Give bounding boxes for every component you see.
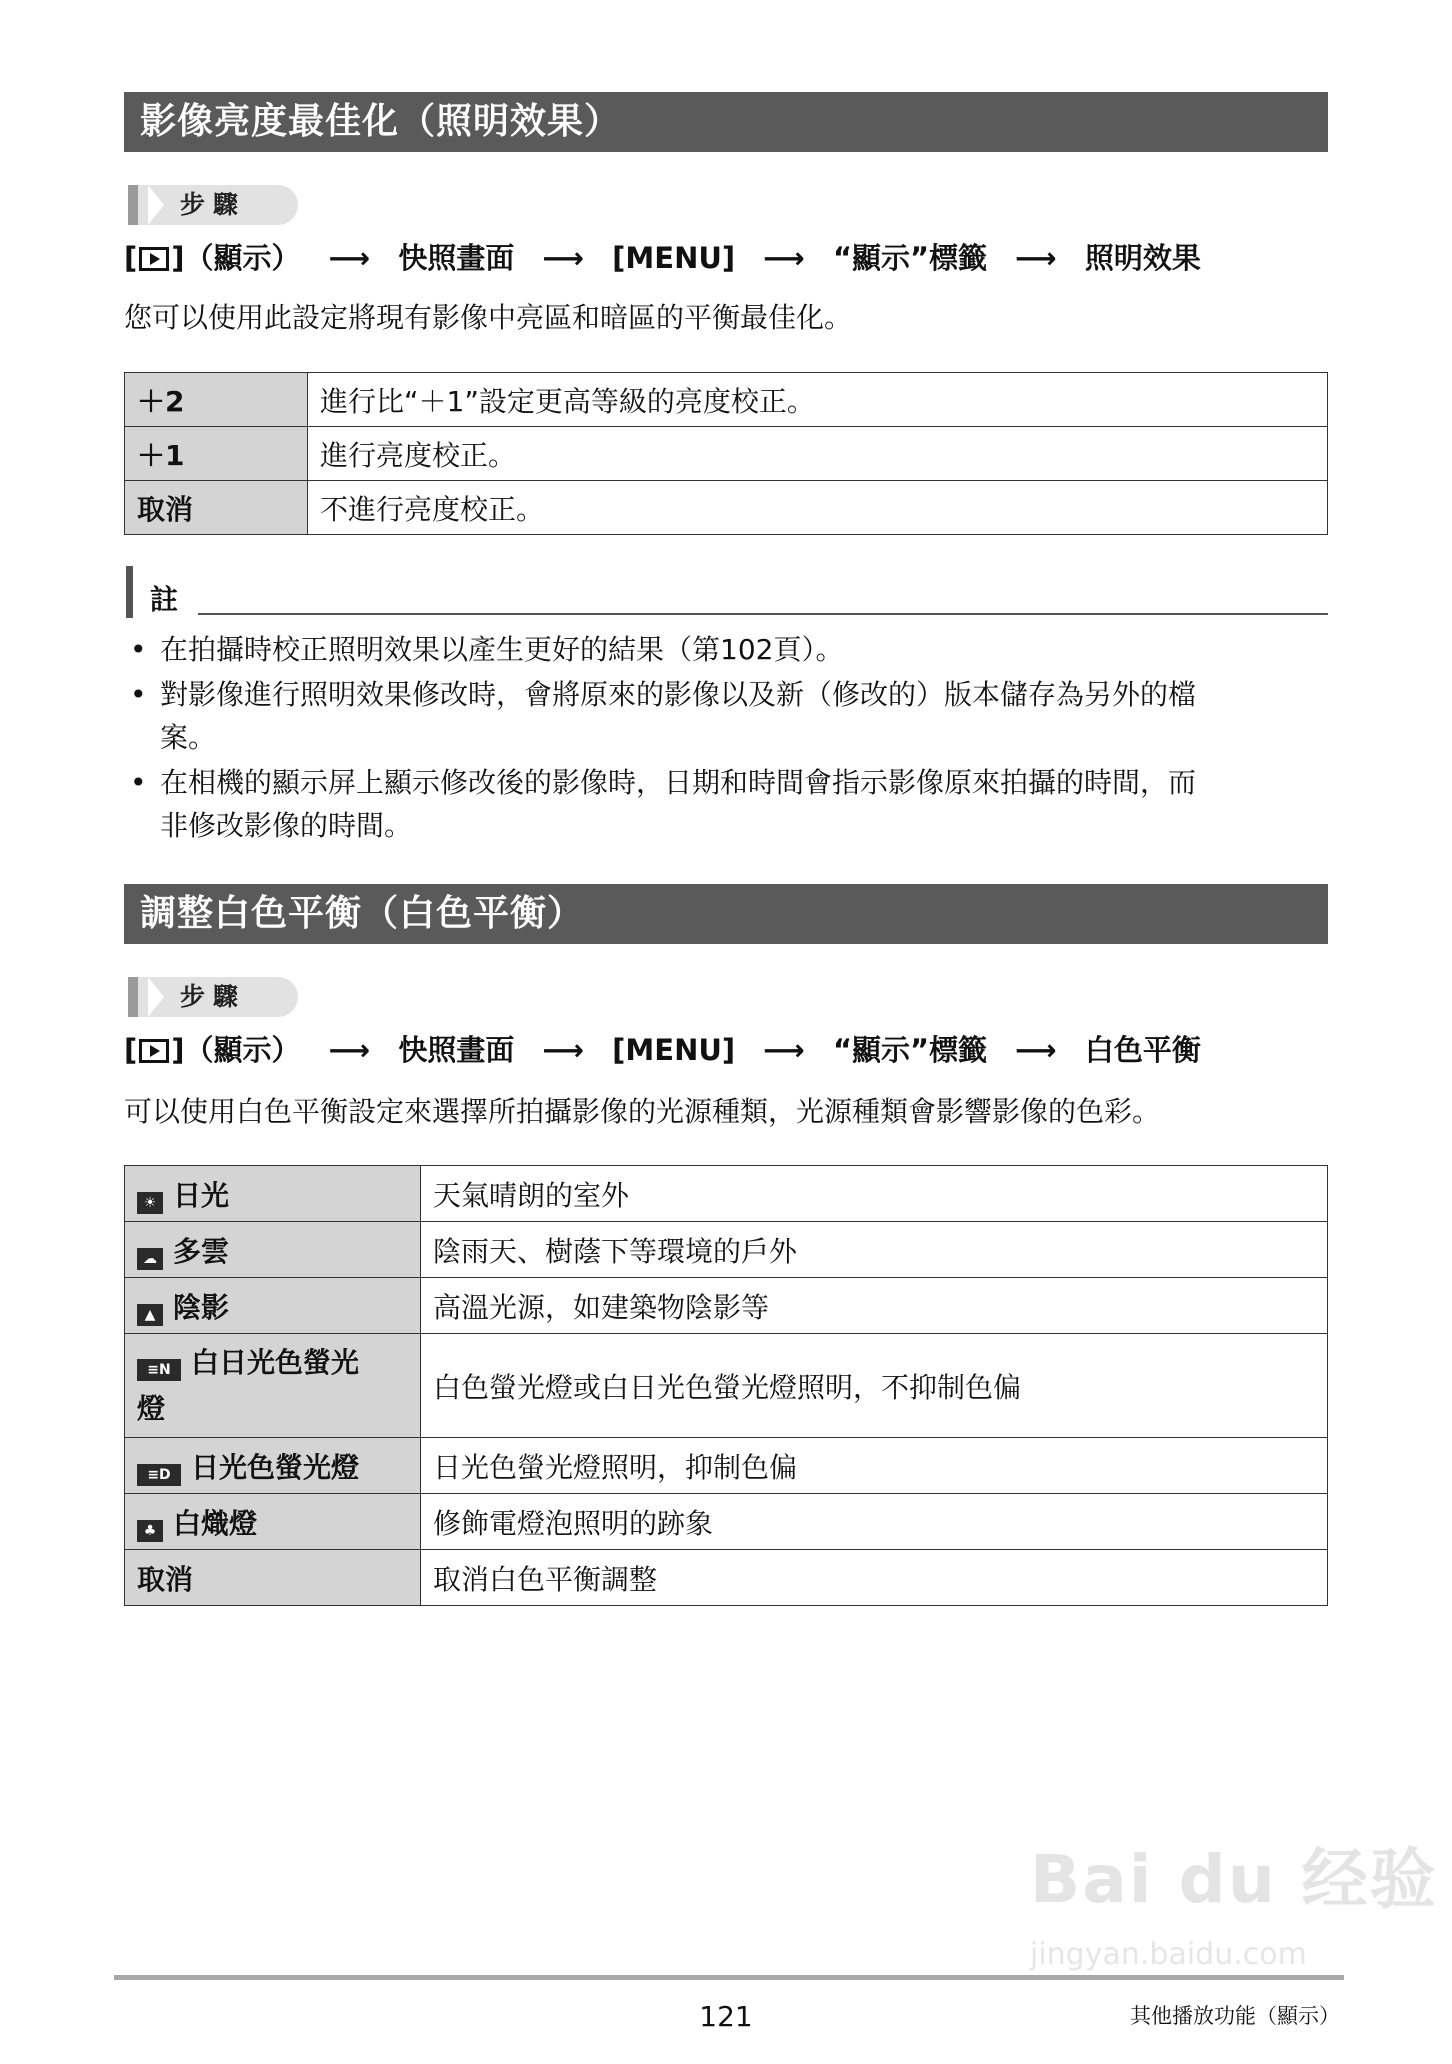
note-line: 在相機的顯示屏上顯示修改後的影像時，日期和時間會指示影像原來拍攝的時間，而 — [160, 766, 1197, 799]
table-row — [125, 1222, 1328, 1278]
option-key-cell — [125, 1438, 421, 1494]
option-key: 白熾燈 — [173, 1506, 258, 1540]
watermark-url: jingyan.baidu.com — [1030, 1937, 1307, 1972]
option-key-cell — [125, 1494, 421, 1550]
step-notch — [148, 185, 164, 225]
intro-text: 您可以使用此設定將現有影像中亮區和暗區的平衡最佳化。 — [124, 301, 853, 334]
note-rule — [198, 613, 1328, 615]
note-line: 對影像進行照明效果修改時，會將原來的影像以及新（修改的）版本儲存為另外的檔 — [160, 678, 1197, 711]
arrow-icon: ⟶ — [1015, 1033, 1057, 1067]
path-display: ]（顯示） — [171, 1033, 301, 1067]
option-value: 取消白色平衡調整 — [421, 1550, 1328, 1606]
path-display: ]（顯示） — [171, 241, 301, 275]
note-bar — [126, 566, 133, 618]
list-item — [124, 673, 1334, 759]
table-row — [125, 1278, 1328, 1334]
table-row — [125, 373, 1328, 427]
option-key: 日光 — [173, 1178, 230, 1212]
option-key: 取消 — [125, 481, 308, 535]
table-row — [125, 427, 1328, 481]
section-title-lighting — [124, 92, 1328, 152]
path-display-tab: “顯示”標籤 — [832, 241, 988, 275]
path-lighting: 照明效果 — [1084, 241, 1201, 275]
watermark-logo: Bai du 经验 — [1030, 1841, 1438, 1918]
fluorescent-n-icon: ≡N — [137, 1359, 181, 1381]
section-title-text: 調整白色平衡（白色平衡） — [140, 893, 585, 934]
arrow-icon: ⟶ — [328, 241, 371, 275]
option-key-cell — [125, 1550, 421, 1606]
option-value: 天氣晴朗的室外 — [421, 1166, 1328, 1222]
fluorescent-d-icon: ≡D — [137, 1464, 181, 1486]
option-key-cell — [125, 1222, 421, 1278]
menu-path — [124, 238, 1201, 278]
option-key-cell — [125, 1278, 421, 1334]
bullet-dot: • — [130, 766, 147, 799]
option-value: 陰雨天、樹蔭下等環境的戶外 — [421, 1222, 1328, 1278]
path-menu: [MENU] — [612, 241, 736, 275]
section-title-text: 影像亮度最佳化（照明效果） — [140, 101, 622, 142]
note-label: 註 — [150, 583, 179, 616]
option-value: 日光色螢光燈照明，抑制色偏 — [421, 1438, 1328, 1494]
arrow-icon: ⟶ — [763, 241, 805, 275]
option-key-cell — [125, 1334, 421, 1438]
option-key: 白日光色螢光 — [191, 1345, 360, 1379]
menu-path — [124, 1030, 1201, 1070]
play-icon — [139, 1039, 169, 1063]
option-value: 不進行亮度校正。 — [308, 481, 1328, 535]
table-row — [125, 1438, 1328, 1494]
lighting-options-table — [124, 372, 1328, 535]
arrow-icon: ⟶ — [763, 1033, 805, 1067]
option-key: 日光色螢光燈 — [191, 1450, 360, 1484]
path-display-tab: “顯示”標籤 — [832, 1033, 988, 1067]
option-key: 多雲 — [173, 1234, 230, 1268]
sun-icon: ☀ — [137, 1192, 163, 1214]
page-number: 121 — [699, 2000, 753, 2033]
step-label — [128, 977, 298, 1017]
option-key-cell — [125, 1166, 421, 1222]
cloud-icon: ☁ — [137, 1248, 163, 1270]
section-title-white-balance — [124, 884, 1328, 944]
note-line-cont: 非修改影像的時間。 — [160, 809, 413, 842]
path-snapshot-screen: 快照畫面 — [398, 1033, 515, 1067]
option-value: 白色螢光燈或白日光色螢光燈照明，不抑制色偏 — [421, 1334, 1328, 1438]
note-line-cont: 案。 — [160, 721, 217, 754]
arrow-icon: ⟶ — [542, 241, 585, 275]
table-row — [125, 1166, 1328, 1222]
path-snapshot-screen: 快照畫面 — [398, 241, 515, 275]
white-balance-table — [124, 1165, 1328, 1606]
shade-icon: ▲ — [137, 1304, 163, 1326]
arrow-icon: ⟶ — [1015, 241, 1057, 275]
table-row — [125, 1494, 1328, 1550]
step-label-text: 步驟 — [180, 982, 247, 1011]
arrow-icon: ⟶ — [542, 1033, 585, 1067]
bulb-icon: ♣ — [137, 1520, 163, 1542]
bullet-dot: • — [130, 678, 147, 711]
step-notch — [148, 977, 164, 1017]
option-value: 進行比“＋1”設定更高等級的亮度校正。 — [308, 373, 1328, 427]
list-item — [124, 761, 1334, 847]
step-label — [128, 185, 298, 225]
notes-list — [124, 628, 1334, 849]
option-value: 修飾電燈泡照明的跡象 — [421, 1494, 1328, 1550]
path-bracket-open: [ — [124, 241, 138, 275]
note-line: 在拍攝時校正照明效果以產生更好的結果（第102頁）。 — [160, 633, 844, 666]
option-value: 進行亮度校正。 — [308, 427, 1328, 481]
footer-rule — [114, 1975, 1344, 1980]
path-menu: [MENU] — [612, 1033, 736, 1067]
path-white-balance: 白色平衡 — [1084, 1033, 1201, 1067]
chapter-label: 其他播放功能（顯示） — [1130, 2004, 1340, 2028]
table-row — [125, 481, 1328, 535]
table-row — [125, 1550, 1328, 1606]
option-key: 陰影 — [173, 1290, 230, 1324]
option-key: ＋2 — [125, 373, 308, 427]
arrow-icon: ⟶ — [328, 1033, 371, 1067]
path-bracket-open: [ — [124, 1033, 138, 1067]
option-key: 取消 — [137, 1562, 194, 1596]
option-key: ＋1 — [125, 427, 308, 481]
bullet-dot: • — [130, 633, 147, 666]
option-value: 高溫光源，如建築物陰影等 — [421, 1278, 1328, 1334]
option-key-cont: 燈 — [137, 1391, 166, 1425]
intro-text: 可以使用白色平衡設定來選擇所拍攝影像的光源種類，光源種類會影響影像的色彩。 — [124, 1095, 1161, 1128]
step-label-text: 步驟 — [180, 190, 247, 219]
play-icon — [139, 247, 169, 271]
table-row — [125, 1334, 1328, 1438]
list-item — [124, 628, 1334, 671]
